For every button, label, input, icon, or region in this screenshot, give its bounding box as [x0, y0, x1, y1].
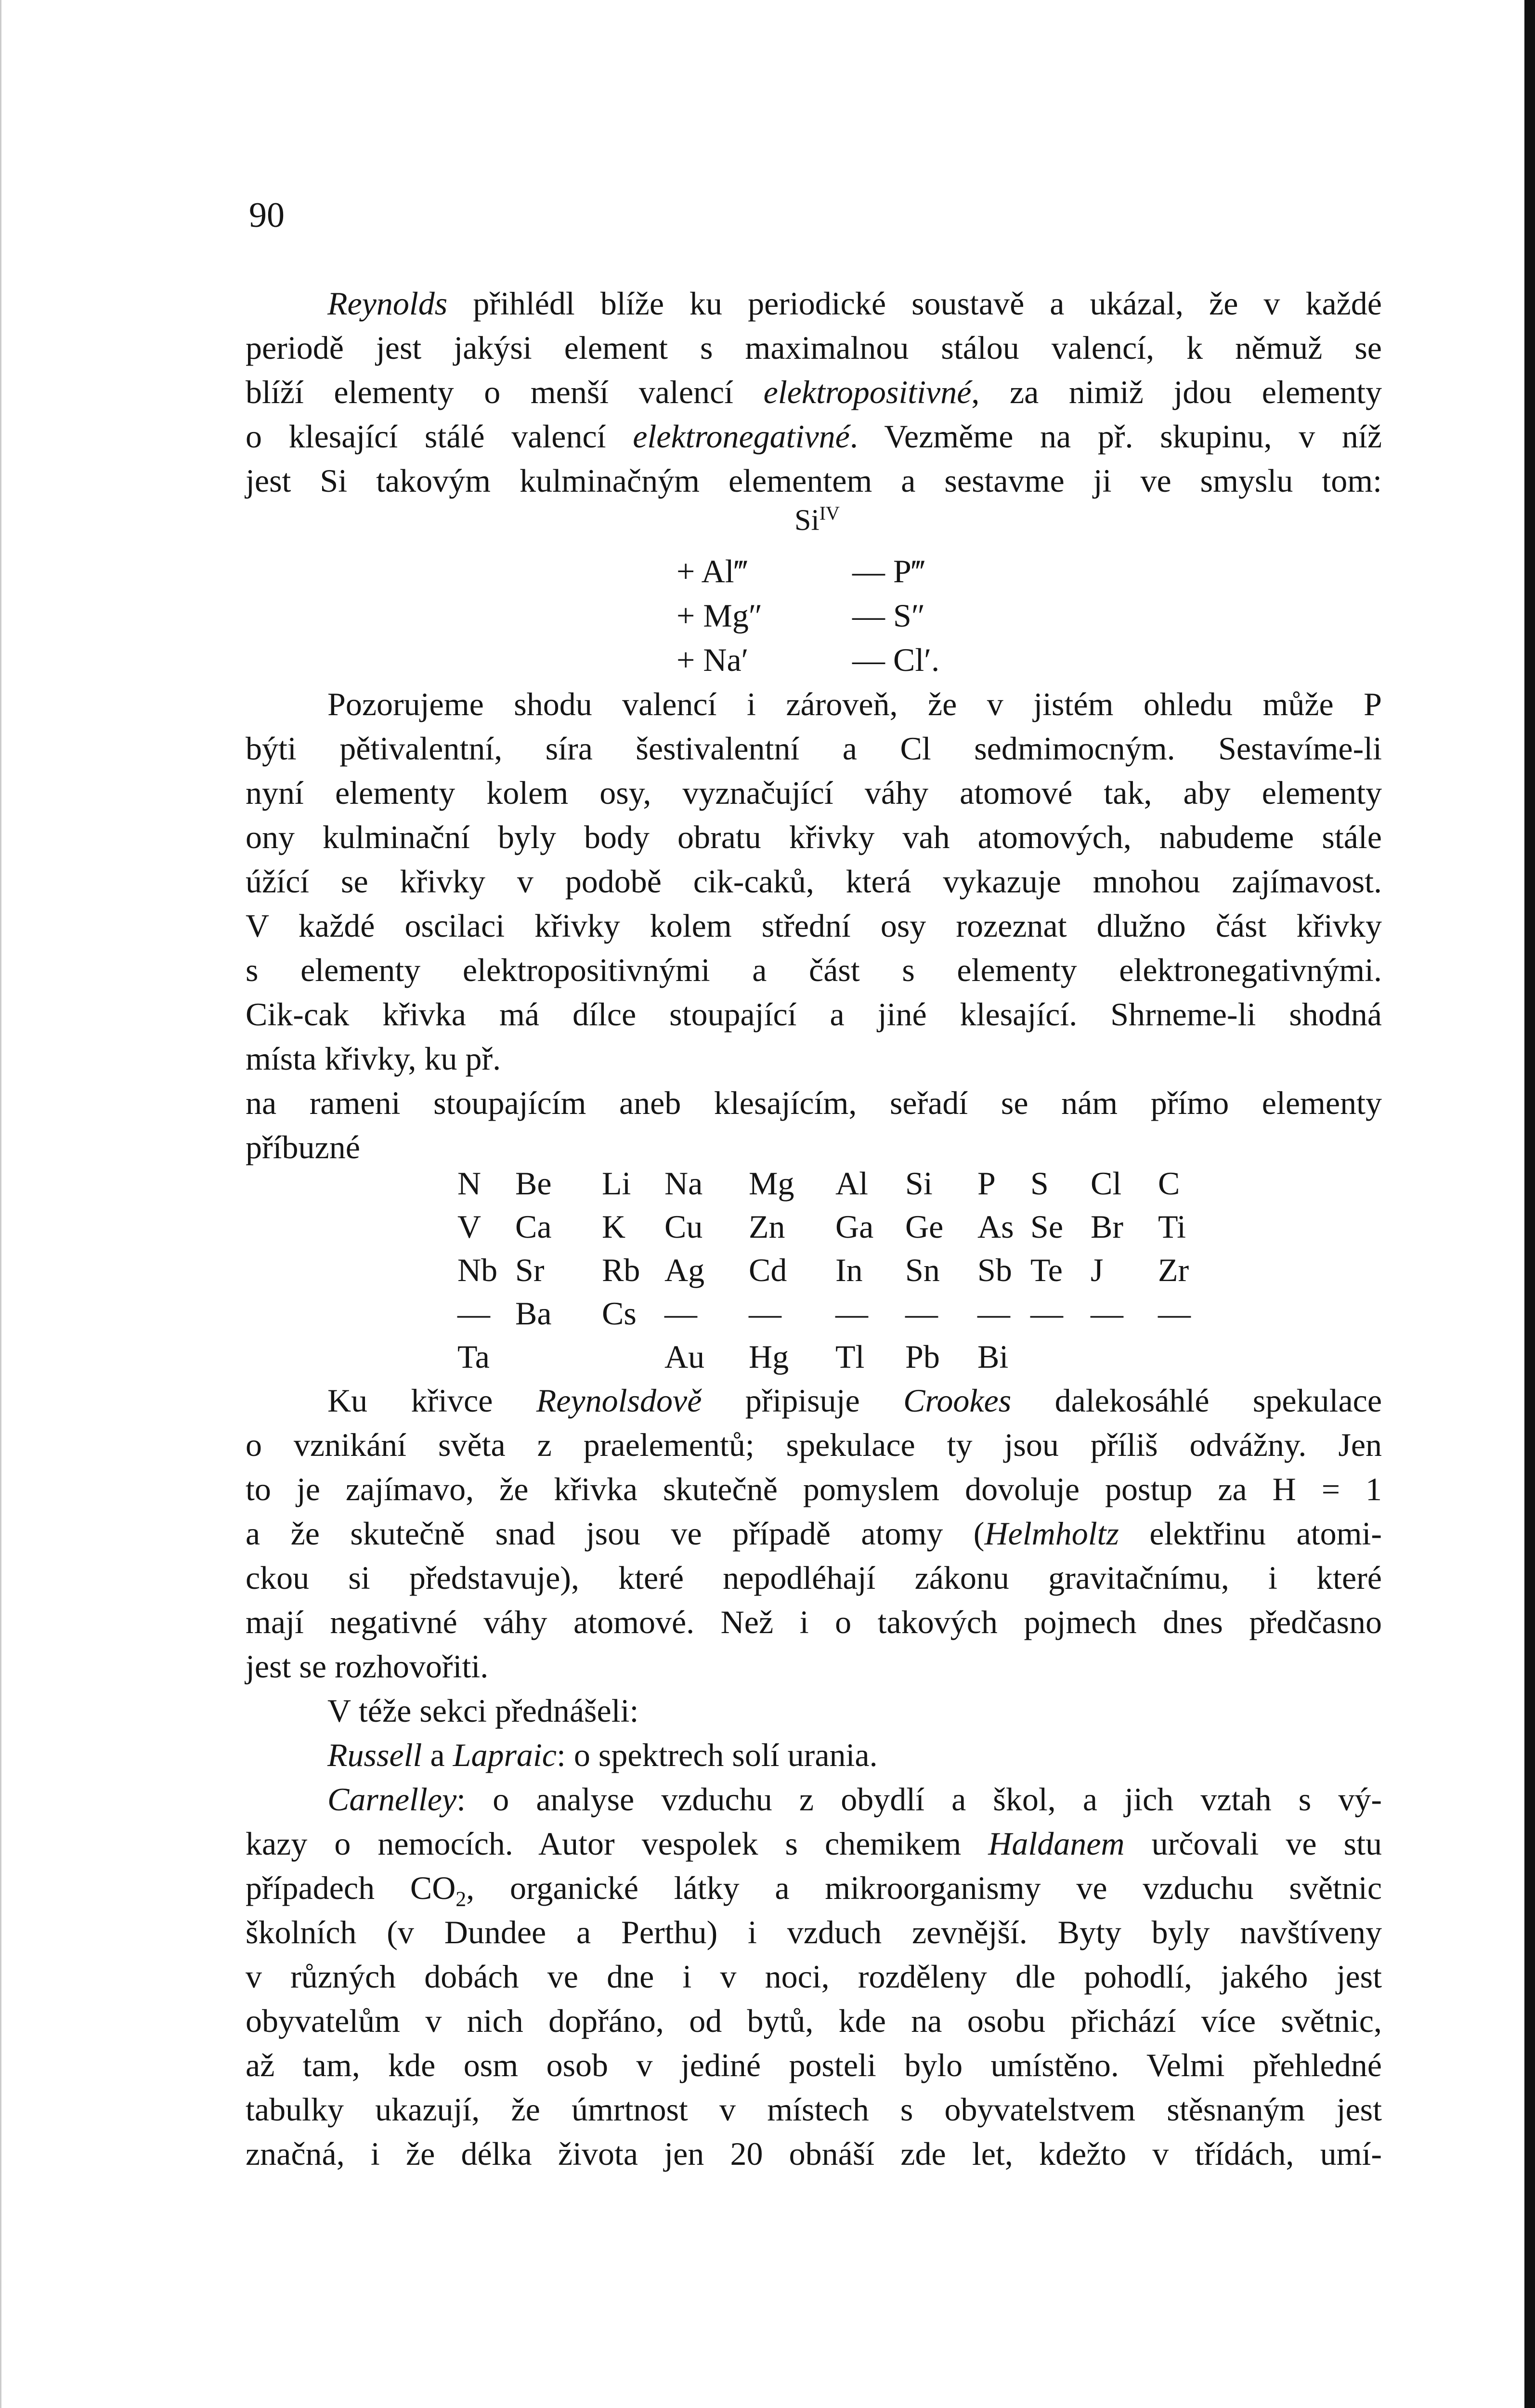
page-number: 90	[249, 196, 285, 235]
element-cell: —	[457, 1295, 490, 1332]
element-cell: J	[1091, 1252, 1104, 1288]
element-cell: Te	[1030, 1252, 1063, 1288]
element-cell: —	[664, 1295, 697, 1332]
text-line: Carnelley: o analyse vzduchu z obydlí a škol, a jich vztah s vý-	[327, 1781, 1382, 1818]
element-cell: Sr	[515, 1252, 545, 1288]
text-line: s elementy elektropositivnými a část s elementy elektronegativnými.	[246, 952, 1382, 988]
element-cell: Ta	[457, 1338, 490, 1375]
text-line: místa křivky, ku př.	[246, 1040, 501, 1077]
element-cell	[1030, 1335, 1091, 1378]
element-cell: Ag	[664, 1252, 705, 1288]
element-cell: —	[749, 1295, 781, 1332]
element-cell: Bi	[977, 1338, 1009, 1375]
element-cell: P	[977, 1165, 996, 1202]
element-cell: Ti	[1158, 1208, 1186, 1245]
scheme-left-item: + Al‴	[676, 553, 748, 589]
element-cell: Mg	[749, 1165, 794, 1202]
element-cell: Li	[602, 1165, 631, 1202]
element-cell: Cu	[664, 1208, 703, 1245]
element-table-row	[457, 1292, 1216, 1335]
text-line: školních (v Dundee a Perthu) i vzduch zevnější. Byty byly navštíveny	[246, 1914, 1382, 1950]
text-line: býti pětivalentní, síra šestivalentní a Cl sedmimocným. Sestavíme-li	[246, 730, 1382, 767]
text-line: příbuzné	[246, 1129, 360, 1165]
element-table-row	[457, 1248, 1216, 1292]
text-line: jest se rozhovořiti.	[246, 1648, 489, 1685]
text-line: a že skutečně snad jsou ve případě atomy (Helmholtz elektřinu atomi-	[246, 1515, 1382, 1552]
element-cell: In	[835, 1252, 863, 1288]
scheme-center-element: $Si^{IV}$	[794, 502, 840, 537]
element-cell: Nb	[457, 1252, 498, 1288]
scheme-left-item: + Mg″	[676, 597, 763, 634]
element-cell: S	[1030, 1165, 1049, 1202]
element-table	[457, 1162, 1216, 1378]
text-line: kazy o nemocích. Autor vespolek s chemikem Haldanem určovali ve stu	[246, 1825, 1382, 1862]
element-cell: Ga	[835, 1208, 874, 1245]
element-cell	[515, 1335, 602, 1378]
text-line: značná, i že délka života jen 20 obnáší zde let, kdežto v třídách, umí-	[246, 2135, 1382, 2172]
text-line: případech $CO_2$, organické látky a mikroorganismy ve vzduchu světnic	[246, 1870, 1382, 1911]
text-line: až tam, kde osm osob v jediné posteli bylo umístěno. Velmi přehledné	[246, 2047, 1382, 2083]
element-table-row	[457, 1335, 1216, 1378]
element-cell: Tl	[835, 1338, 865, 1375]
element-cell: Au	[664, 1338, 705, 1375]
element-cell: Sb	[977, 1252, 1012, 1288]
text-line: o vznikání světa z praelementů; spekulace ty jsou příliš odvážny. Jen	[246, 1426, 1382, 1463]
section-intro: V téže sekci přednášeli:	[327, 1692, 639, 1729]
element-cell: Br	[1091, 1208, 1123, 1245]
element-table-row	[457, 1205, 1216, 1248]
element-cell: K	[602, 1208, 626, 1245]
element-cell: Ca	[515, 1208, 552, 1245]
scheme-right-item: — S″	[852, 597, 925, 634]
text-line: obyvatelům v nich dopřáno, od bytů, kde na osobu přichází více světnic,	[246, 2002, 1382, 2039]
element-cell: Rb	[602, 1252, 640, 1288]
page-right-edge	[1524, 0, 1535, 2408]
text-line: nyní elementy kolem osy, vyznačující váhy atomové tak, aby elementy	[246, 774, 1382, 811]
element-cell: Be	[515, 1165, 552, 1202]
element-cell: —	[835, 1295, 868, 1332]
text-line: Cik-cak křivka má dílce stoupající a jiné klesající. Shrneme-li shodná	[246, 996, 1382, 1033]
element-cell: Cd	[749, 1252, 787, 1288]
text-line: ony kulminační byly body obratu křivky vah atomových, nabudeme stále	[246, 819, 1382, 855]
text-line: úžící se křivky v podobě cik-caků, která vykazuje mnohou zajímavost.	[246, 863, 1382, 900]
element-cell: N	[457, 1165, 481, 1202]
element-cell: Na	[664, 1165, 703, 1202]
text-line: v různých dobách ve dne i v noci, rozděleny dle pohodlí, jakého jest	[246, 1958, 1382, 1995]
scheme-left-item: + Na′	[676, 641, 749, 678]
element-cell: Si	[905, 1165, 933, 1202]
element-cell: Sn	[905, 1252, 940, 1288]
element-cell: V	[457, 1208, 481, 1245]
element-cell: Al	[835, 1165, 868, 1202]
text-line: Reynolds přihlédl blíže ku periodické soustavě a ukázal, že v každé	[327, 285, 1382, 322]
element-cell: Zn	[749, 1208, 785, 1245]
element-cell: Ba	[515, 1295, 552, 1332]
element-cell: —	[905, 1295, 938, 1332]
element-cell: —	[1158, 1295, 1191, 1332]
text-line: periodě jest jakýsi element s maximalnou stálou valencí, k němuž se	[246, 329, 1382, 366]
text-line: ckou si představuje), které nepodléhají zákonu gravitačnímu, i které	[246, 1559, 1382, 1596]
element-cell: As	[977, 1208, 1014, 1245]
text-line: tabulky ukazují, že úmrtnost v místech s obyvatelstvem stěsnaným jest	[246, 2091, 1382, 2128]
text-line: V každé oscilaci křivky kolem střední osy rozeznat dlužno část křivky	[246, 907, 1382, 944]
scheme-right-item: — P‴	[852, 553, 925, 589]
element-cell	[1158, 1335, 1216, 1378]
page-left-edge	[0, 0, 1, 2408]
element-cell: —	[977, 1295, 1010, 1332]
text-line: na rameni stoupajícím aneb klesajícím, seřadí se nám přímo elementy	[246, 1085, 1382, 1121]
element-cell: Se	[1030, 1208, 1063, 1245]
element-cell: —	[1030, 1295, 1063, 1332]
text-line: Ku křivce Reynolsdově připisuje Crookes dalekosáhlé spekulace	[327, 1382, 1382, 1419]
text-line: o klesající stálé valencí elektronegativné. Vezměme na př. skupinu, v níž	[246, 418, 1382, 455]
text-line: Pozorujeme shodu valencí i zároveň, že v jistém ohledu může P	[327, 686, 1382, 722]
element-table-body	[457, 1162, 1216, 1378]
element-table-row	[457, 1162, 1216, 1205]
element-cell: Cs	[602, 1295, 637, 1332]
element-cell: Pb	[905, 1338, 940, 1375]
element-cell	[1091, 1335, 1158, 1378]
element-cell: —	[1091, 1295, 1123, 1332]
scheme-right-item: — Cl′.	[852, 641, 940, 678]
text-line: jest Si takovým kulminačným elementem a sestavme ji ve smyslu tom:	[246, 462, 1382, 499]
text-line: blíží elementy o menší valencí elektropositivné, za nimiž jdou elementy	[246, 374, 1382, 410]
element-cell: Hg	[749, 1338, 789, 1375]
text-line: to je zajímavo, že křivka skutečně pomyslem dovoluje postup za H = 1	[246, 1471, 1382, 1507]
entry-russell: Russell a Lapraic: o spektrech solí urania.	[327, 1737, 878, 1773]
element-cell: Zr	[1158, 1252, 1189, 1288]
element-cell: Cl	[1091, 1165, 1122, 1202]
text-line: mají negativné váhy atomové. Než i o takových pojmech dnes předčasno	[246, 1604, 1382, 1640]
element-cell	[602, 1335, 664, 1378]
element-cell: C	[1158, 1165, 1180, 1202]
author-name: Reynolds	[327, 285, 448, 322]
element-cell: Ge	[905, 1208, 944, 1245]
